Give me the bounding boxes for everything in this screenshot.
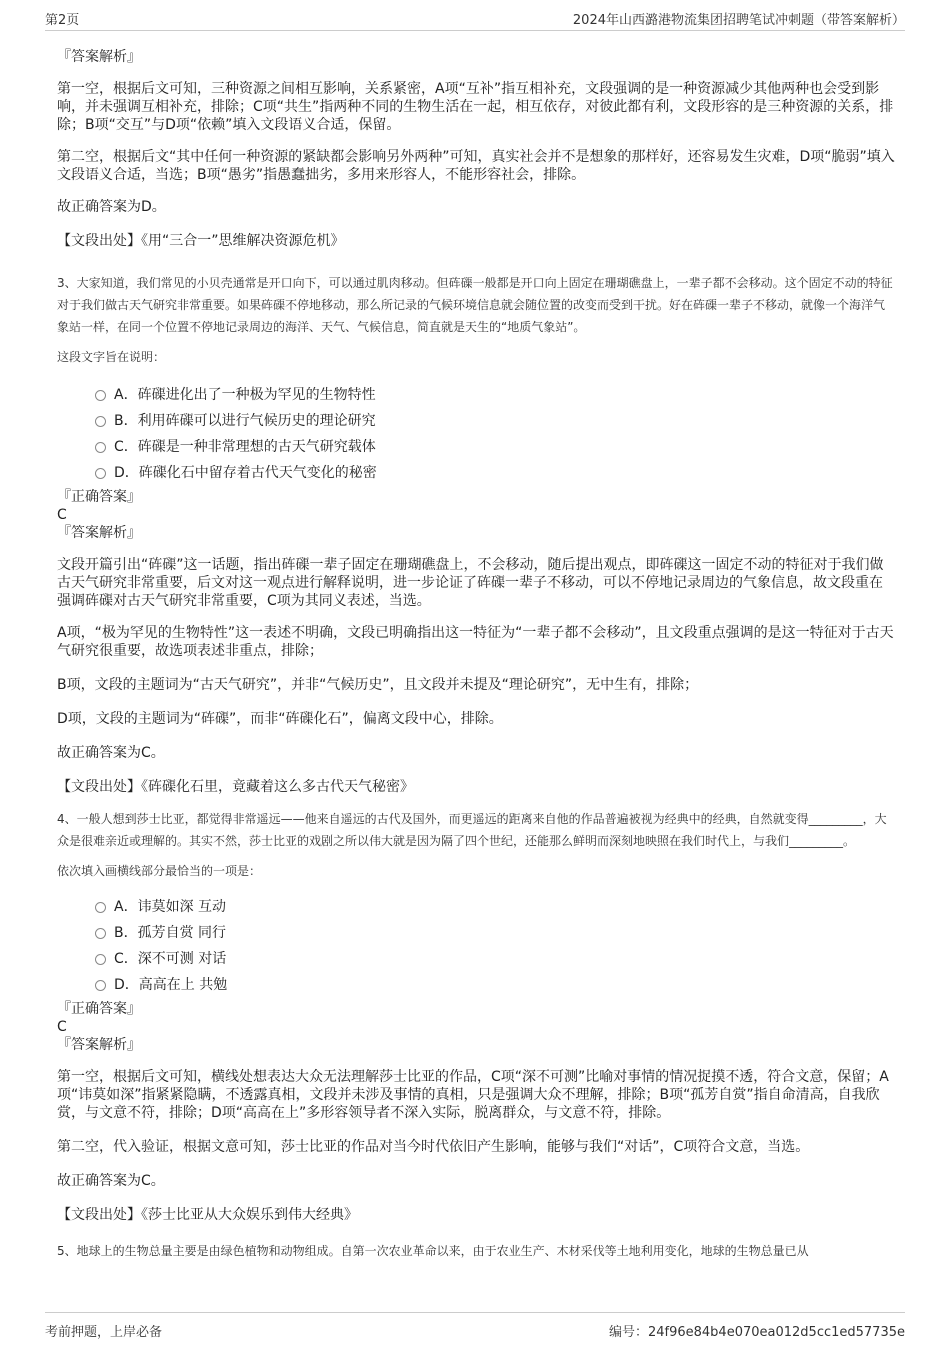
q3-stem: 3、大家知道，我们常见的小贝壳通常是开口向下，可以通过肌肉移动。但砗磲一般都是开口向上固定在珊瑚礁盘上，一辈子都不会移动。这个固定不动的特征对于我们做古天气研究非常重要。如果砗磲不停地移动，那么所记录的气候环境信息就会随位置的改变而受到干扰。好在砗磲一辈子不移动，就像一个海洋气象站一样，在同一个位置不停地记录周边的海洋、天气、气候信息，简直就是天生的“地质气象站”。 [57,276,893,334]
q2-analysis-para-1: 第一空，根据后文可知，三种资源之间相互影响，关系紧密，A项“互补”指互相补充，文段强调的是一种资源减少其他两种也会受到影响，并未强调互相补充，排除；C项“共生”指两种不同的生物生活在一起，相互依存，对彼此都有利，文段形容的是三种资源的关系，排除；B项“交互”与D项“依赖”填入文段语义合适，保留。 [57,81,894,133]
q3-analysis-para-4: D项，文段的主题词为“砗磲”，而非“砗磲化石”，偏离文段中心，排除。 [57,711,503,727]
q3-analysis-para-2: A项，“极为罕见的生物特性”这一表述不明确，文段已明确指出这一特征为“一辈子都不会移动”，且文段重点强调的是这一特征对于古天气研究很重要，故选项表述非重点，排除； [57,625,894,659]
page-header [45,0,905,31]
q4-answer: C [57,1019,67,1035]
q2-analysis-para-2: 第二空，根据后文“其中任何一种资源的紧缺都会影响另外两种”可知，真实社会并不是想象的那样好，还容易发生灾难，D项“脆弱”填入文段语义合适，当选；B项“愚劣”指愚蠢拙劣，多用来形容人，不能形容社会，排除。 [57,149,895,183]
q3-analysis-para-3: B项，文段的主题词为“古天气研究”，并非“气候历史”，且文段并未提及“理论研究”，无中生有，排除； [57,677,699,693]
page-number: 第2页 [45,13,80,28]
q3-source: 【文段出处】《砗磲化石里，竟藏着这么多古代天气秘密》 [57,779,414,795]
q3-option-d[interactable]: D．砗磲化石中留存着古代天气变化的秘密 [95,460,895,486]
page-footer [45,1312,905,1345]
q4-analysis-para-2: 第二空，代入验证，根据文意可知，莎士比亚的作品对当今时代依旧产生影响，能够与我们“对话”，C项符合文意，当选。 [57,1139,810,1155]
q4-option-b[interactable]: B．孤芳自赏 同行 [95,920,895,946]
radio-icon[interactable] [95,416,106,427]
q3-answer: C [57,507,67,523]
document-title: 2024年山西潞港物流集团招聘笔试冲刺题（带答案解析） [572,13,905,28]
q3-options [57,382,895,486]
q2-conclusion: 故正确答案为D。 [57,199,166,215]
q4-analysis-tag: 『答案解析』 [57,1037,141,1053]
q4-option-a[interactable]: A．讳莫如深 互动 [95,894,895,920]
q4-conclusion: 故正确答案为C。 [57,1173,165,1189]
radio-icon[interactable] [95,468,106,479]
radio-icon[interactable] [95,980,106,991]
q2-source: 【文段出处】《用“三合一”思维解决资源危机》 [57,233,345,249]
q3-analysis-tag: 『答案解析』 [57,525,141,541]
q4-option-d[interactable]: D．高高在上 共勉 [95,972,895,998]
q3-conclusion: 故正确答案为C。 [57,745,165,761]
footer-slogan: 考前押题，上岸必备 [45,1325,163,1340]
q4-answer-tag: 『正确答案』 [57,1001,141,1017]
q3-option-b[interactable]: B．利用砗磲可以进行气候历史的理论研究 [95,408,895,434]
radio-icon[interactable] [95,928,106,939]
radio-icon[interactable] [95,390,106,401]
page-body [57,38,895,1294]
radio-icon[interactable] [95,442,106,453]
q4-source: 【文段出处】《莎士比亚从大众娱乐到伟大经典》 [57,1207,358,1223]
document-id: 编号：24f96e84b4e070ea012d5cc1ed57735e [608,1325,905,1340]
radio-icon[interactable] [95,954,106,965]
q3-analysis-para-1: 文段开篇引出“砗磲”这一话题，指出砗磲一辈子固定在珊瑚礁盘上，不会移动，随后提出观点，即砗磲这一固定不动的特征对于我们做古天气研究非常重要，后文对这一观点进行解释说明，进一步论证了砗磲一辈子不移动，可以不停地记录周边的气象信息，故文段重在强调砗磲对古天气研究非常重要，C项为其同义表述，当选。 [57,557,884,609]
q5-stem-partial: 5、地球上的生物总量主要是由绿色植物和动物组成。自第一次农业革命以来，由于农业生产、木材采伐等土地利用变化，地球的生物总量已从 [57,1244,809,1258]
q4-options [57,894,895,998]
q3-option-a[interactable]: A．砗磲进化出了一种极为罕见的生物特性 [95,382,895,408]
q4-option-c[interactable]: C．深不可测 对话 [95,946,895,972]
q4-prompt: 依次填入画横线部分最恰当的一项是： [57,864,262,878]
q3-option-c[interactable]: C．砗磲是一种非常理想的古天气研究载体 [95,434,895,460]
q4-analysis-para-1: 第一空，根据后文可知，横线处想表达大众无法理解莎士比亚的作品，C项“深不可测”比喻对事情的情况捉摸不透，符合文意，保留；A项“讳莫如深”指紧紧隐瞒，不透露真相，文段并未涉及事情的真相，只是强调大众不理解，排除；B项“孤芳自赏”指自命清高，自我欣赏，与文意不符，排除；D项“高高在上”多形容领导者不深入实际，脱离群众，与文意不符，排除。 [57,1069,889,1121]
q2-analysis-tag: 『答案解析』 [57,49,141,65]
radio-icon[interactable] [95,902,106,913]
q4-stem: 4、一般人想到莎士比亚，都觉得非常遥远——他来自遥远的古代及国外，而更遥远的距离来自他的作品普遍被视为经典中的经典，自然就变得_________，大众是很难亲近或理解的。其实不然，莎士比亚的戏剧之所以伟大就是因为隔了四个世纪，还能那么鲜明而深刻地映照在我们时代上，与我们_________。 [57,812,887,848]
q3-answer-tag: 『正确答案』 [57,489,141,505]
q3-prompt: 这段文字旨在说明： [57,350,166,364]
